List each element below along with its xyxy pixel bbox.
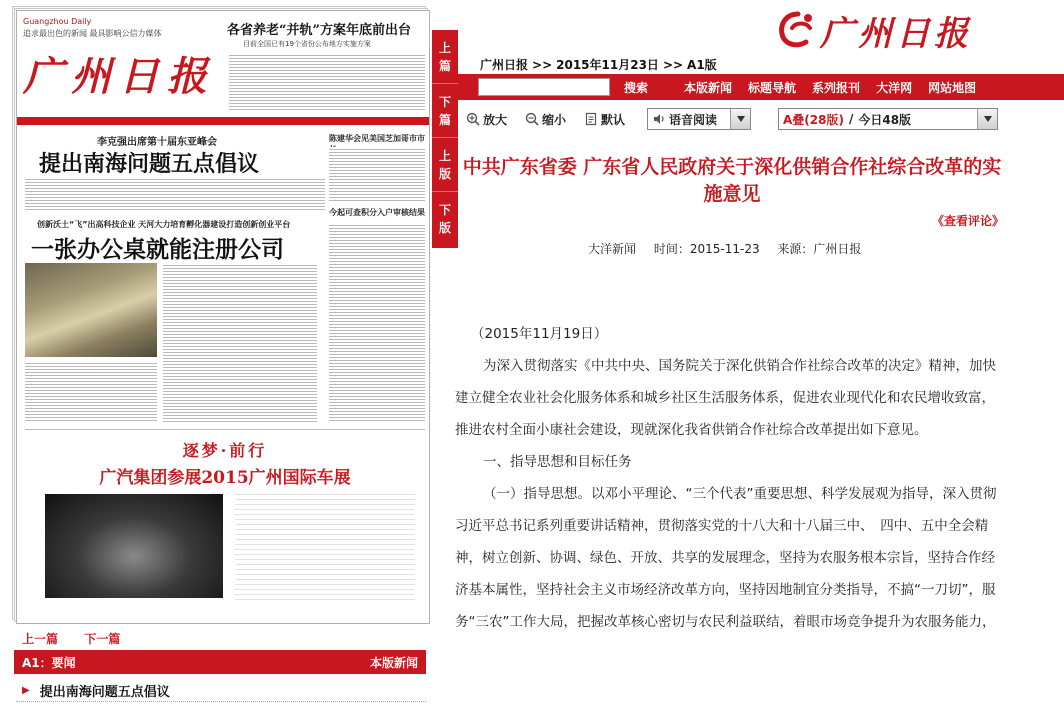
zoom-out-icon xyxy=(525,112,539,126)
ad-text-block xyxy=(235,490,415,600)
paper-side-headline-2[interactable]: 今起可查积分入户审核结果 xyxy=(329,208,425,217)
paper-masthead: 广州日报 xyxy=(23,53,215,100)
zoom-in-icon xyxy=(466,112,480,126)
paper-advertisement xyxy=(25,429,425,619)
default-size-button[interactable] xyxy=(584,111,625,128)
article-meta xyxy=(588,240,875,257)
vnav-next-article[interactable]: 下篇 xyxy=(432,84,458,138)
page-select-today: 今日48版 xyxy=(858,112,912,127)
main-nav-bar xyxy=(458,74,1064,100)
chevron-down-icon[interactable] xyxy=(977,109,997,129)
ad-title: 逐梦·前行 xyxy=(182,441,268,460)
paper-text-column xyxy=(229,53,425,111)
page-select-separator: / xyxy=(848,112,854,126)
zoom-in-button[interactable] xyxy=(466,111,507,128)
nav-link-headline-nav[interactable]: 标题导航 xyxy=(748,80,797,95)
article-body xyxy=(455,318,997,638)
story-title: 提出南海问题五点倡议 xyxy=(39,685,170,700)
speaker-icon xyxy=(652,112,666,126)
next-article-link[interactable]: 下一篇 xyxy=(84,632,121,646)
vnav-next-page[interactable]: 下版 xyxy=(438,203,451,235)
article-paragraph: （一）指导思想。以邓小平理论、“三个代表”重要思想、科学发展观为指导，深入贯彻习近平总书记系列重要讲话精神，贯彻落实党的十八大和十八届三中、 四中、五中全会精神，树立创新、协调、绿色、开放、共享的发展理念，坚持为农服务根本宗旨，坚持合作经济基本属性，坚持社会主义市场经济改革方向，坚持因地制宜分类指导，不搞“一刀切”，服务“三农”工作大局，把握改革核心密切与农民利益联结，着眼市场竞争提升为农服务能力， xyxy=(455,486,997,630)
voice-read-label: 语音阅读 xyxy=(669,112,718,127)
story-list-item[interactable] xyxy=(16,680,426,702)
section-news-link[interactable]: 本版新闻 xyxy=(369,655,418,670)
search-input[interactable] xyxy=(478,78,610,96)
logo-text: 广州日报 xyxy=(820,13,972,54)
zoom-out-label: 缩小 xyxy=(542,112,567,127)
prev-article-link[interactable]: 上一篇 xyxy=(22,632,59,646)
search-button[interactable]: 搜索 xyxy=(624,80,649,95)
breadcrumb-paper[interactable]: 广州日报 xyxy=(480,58,529,72)
paper-text-column xyxy=(25,361,157,423)
nav-link-series-papers[interactable]: 系列报刊 xyxy=(812,80,861,95)
breadcrumb-separator: >> xyxy=(532,58,553,72)
article-date-paragraph: （2015年11月19日） xyxy=(471,326,608,342)
newspaper-page-preview[interactable] xyxy=(10,6,430,626)
section-bar xyxy=(14,650,426,674)
paper-kicker-2: 创新沃土“飞”出高科技企业 天河大力培育孵化器建设打造创新创业平台 xyxy=(37,220,291,229)
breadcrumb-page[interactable]: A1版 xyxy=(687,58,717,72)
paper-red-rule xyxy=(17,117,430,125)
default-size-label: 默认 xyxy=(601,112,626,127)
vnav-prev-page[interactable]: 上版 xyxy=(432,138,458,192)
view-comments-link[interactable]: 《查看评论》 xyxy=(932,214,1005,228)
ad-subtitle: 广汽集团参展2015广州国际车展 xyxy=(99,468,351,488)
article-time: 时间：2015-11-23 xyxy=(653,242,760,256)
chevron-down-icon[interactable] xyxy=(730,109,750,129)
site-logo[interactable] xyxy=(778,8,998,52)
vertical-page-nav xyxy=(432,30,458,248)
vnav-prev-article[interactable]: 上篇 xyxy=(432,30,458,84)
breadcrumb xyxy=(480,56,717,73)
article-paragraph: 为深入贯彻落实《中共中央、国务院关于深化供销合作社综合改革的决定》精神，加快建立健全农业社会化服务体系和城乡社区生活服务体系，促进农业现代化和农民增收致富，推进农村全面小康社会建设，现就深化我省供销合作社综合改革提出如下意见。 xyxy=(455,358,996,438)
nav-link-this-page-news[interactable]: 本版新闻 xyxy=(684,80,733,95)
breadcrumb-date[interactable]: 2015年11月23日 xyxy=(556,58,659,72)
paper-top-headline[interactable]: 各省养老“并轨”方案年底前出台 xyxy=(227,23,411,38)
document-icon xyxy=(584,112,598,126)
reading-toolbar xyxy=(466,106,1006,132)
voice-read-select[interactable] xyxy=(647,108,751,130)
article-section-heading: 一、指导思想和目标任务 xyxy=(483,454,632,470)
paper-daily-label: Guangzhou Daily xyxy=(23,17,92,26)
paper-headline-2[interactable]: 一张办公桌就能注册公司 xyxy=(31,236,284,263)
paper-text-column xyxy=(329,223,425,423)
breadcrumb-separator: >> xyxy=(662,58,684,72)
paper-text-column xyxy=(25,177,325,211)
newspaper-front-page[interactable] xyxy=(16,10,430,624)
paper-kicker-1: 李克强出席第十届东亚峰会 xyxy=(97,137,217,148)
article-pager xyxy=(22,630,142,647)
paper-tagline: 追求最出色的新闻 最具影响公信力媒体 xyxy=(23,29,162,38)
zoom-out-button[interactable] xyxy=(525,111,566,128)
paper-masthead-block xyxy=(23,17,223,121)
bullet-icon: ▶ xyxy=(22,685,30,696)
ad-car-photo xyxy=(45,494,223,598)
paper-photo-office xyxy=(25,263,157,357)
zoom-in-label: 放大 xyxy=(483,112,508,127)
section-label[interactable]: A1：要闻 xyxy=(22,655,76,670)
page-select[interactable] xyxy=(778,108,998,130)
paper-headline-1[interactable]: 提出南海问题五点倡议 xyxy=(39,151,260,177)
page-select-count: (28版) xyxy=(804,112,844,127)
page-select-section: A叠 xyxy=(783,112,805,127)
article-title: 中共广东省委 广东省人民政府关于深化供销合作社综合改革的实施意见 xyxy=(462,156,1002,205)
logo-swirl-icon xyxy=(778,10,818,50)
paper-side-headline-1[interactable]: 陈建华会见美国芝加哥市市 xyxy=(329,134,425,143)
paper-text-column xyxy=(329,147,425,201)
article-source: 来源：广州日报 xyxy=(777,242,862,256)
nav-link-dayoo[interactable]: 大洋网 xyxy=(876,80,913,95)
paper-text-column xyxy=(163,263,317,423)
nav-link-site-map[interactable]: 网站地图 xyxy=(928,80,977,95)
paper-top-subhead: 目前全国已有19个省份公布地方实施方案 xyxy=(243,40,371,48)
article-source-site: 大洋新闻 xyxy=(588,242,637,256)
